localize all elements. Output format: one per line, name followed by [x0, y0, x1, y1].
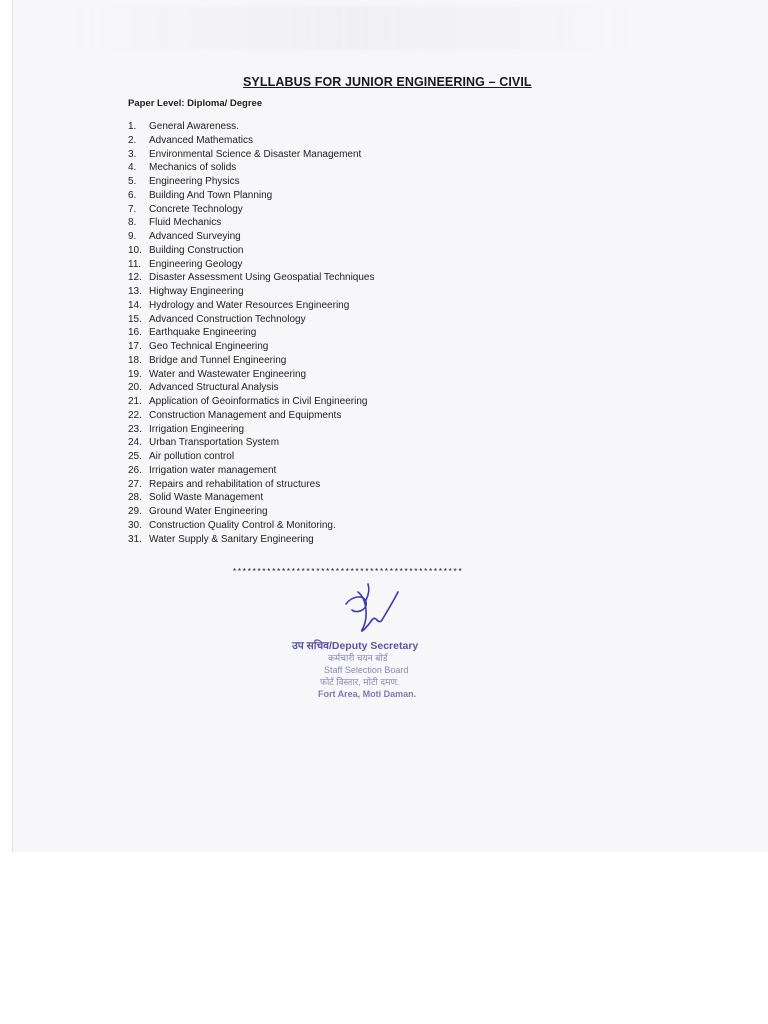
topic-text: Advanced Mathematics [149, 134, 253, 146]
topic-text: Advanced Surveying [149, 231, 241, 242]
topic-item [128, 436, 374, 450]
document-title: SYLLABUS FOR JUNIOR ENGINEERING – CIVIL [243, 75, 532, 89]
topic-text: Application of Geoinformatics in Civil Engineering [149, 396, 368, 407]
topic-text: Advanced Structural Analysis [149, 382, 279, 394]
topic-text: Water and Wastewater Engineering [149, 368, 307, 380]
topic-text: Water Supply & Sanitary Engineering [149, 533, 314, 545]
topic-item [128, 216, 374, 230]
topic-text: Fluid Mechanics [149, 217, 222, 229]
topic-item [128, 326, 374, 340]
topic-text: Bridge and Tunnel Engineering [149, 354, 287, 366]
topic-number: 1. [128, 121, 137, 132]
stamp-address-hindi: फोर्ट विस्तार, मोटी दमण. [320, 677, 400, 687]
stamp-designation: उप सचिव/Deputy Secretary [292, 640, 419, 652]
topic-item [128, 533, 374, 547]
stamp-address-english: Fort Area, Moti Daman. [318, 689, 417, 699]
topic-number: 13. [128, 286, 142, 297]
topic-number: 15. [128, 313, 142, 325]
topic-item [128, 244, 374, 258]
topic-item [128, 203, 374, 217]
topic-number: 8. [128, 217, 137, 229]
topic-number: 27. [128, 478, 142, 490]
topic-list [128, 120, 374, 546]
topic-text: Disaster Assessment Using Geospatial Techniques [149, 272, 375, 284]
topic-text: General Awareness. [149, 121, 239, 132]
topic-number: 16. [128, 327, 142, 339]
topic-number: 21. [128, 396, 142, 407]
topic-item [128, 134, 374, 148]
topic-item [128, 368, 374, 382]
signature [338, 580, 408, 642]
separator-line: *********************************************** [232, 567, 463, 577]
topic-text: Mechanics of solids [149, 162, 237, 174]
topic-text: Geo Technical Engineering [149, 341, 269, 352]
topic-number: 4. [128, 162, 137, 174]
topic-item [128, 189, 374, 203]
topic-item [128, 230, 374, 244]
topic-item [128, 313, 374, 327]
topic-item [128, 395, 374, 409]
topic-item [128, 175, 374, 189]
topic-item [128, 519, 374, 533]
topic-text: Hydrology and Water Resources Engineering [149, 299, 350, 311]
topic-text: Engineering Physics [149, 176, 240, 187]
topic-number: 24. [128, 437, 142, 449]
topic-number: 28. [128, 492, 142, 504]
topic-item [128, 409, 374, 423]
paper-level: Paper Level: Diploma/ Degree [128, 98, 263, 109]
topic-number: 2. [128, 134, 137, 146]
topic-text: Irrigation Engineering [149, 423, 245, 435]
topic-text: Building And Town Planning [149, 189, 273, 201]
topic-text: Solid Waste Management [149, 492, 264, 504]
topic-number: 30. [128, 519, 142, 531]
official-stamp [292, 640, 512, 700]
topic-item [128, 505, 374, 519]
topic-number: 31. [128, 533, 142, 545]
topic-number: 17. [128, 341, 142, 352]
topic-item [128, 285, 374, 299]
topic-number: 11. [128, 258, 142, 270]
topic-text: Advanced Construction Technology [149, 313, 306, 325]
topic-item [128, 478, 374, 492]
topic-number: 7. [128, 203, 137, 215]
topic-number: 23. [128, 423, 142, 435]
topic-text: Irrigation water management [149, 464, 277, 476]
topic-number: 22. [128, 409, 142, 421]
topic-number: 26. [128, 464, 142, 476]
topic-item [128, 423, 374, 437]
topic-text: Building Construction [149, 244, 244, 256]
topic-text: Ground Water Engineering [149, 506, 268, 517]
topic-item [128, 258, 374, 272]
topic-number: 18. [128, 354, 142, 366]
topic-text: Environmental Science & Disaster Management [149, 148, 362, 160]
topic-text: Urban Transportation System [149, 437, 280, 449]
topic-text: Engineering Geology [149, 258, 243, 270]
topic-item [128, 464, 374, 478]
topic-number: 20. [128, 382, 142, 394]
topic-text: Construction Quality Control & Monitoring. [149, 519, 336, 531]
stamp-board-hindi: कर्मचारी चयन बोर्ड [328, 653, 388, 663]
topic-number: 5. [128, 176, 137, 187]
topic-item [128, 491, 374, 505]
stamp-board-english: Staff Selection Board [324, 665, 409, 675]
topic-number: 29. [128, 506, 142, 517]
topic-number: 12. [128, 272, 142, 284]
topic-number: 14. [128, 299, 142, 311]
topic-text: Construction Management and Equipments [149, 409, 342, 421]
topic-item [128, 161, 374, 175]
topic-number: 10. [128, 244, 142, 256]
topic-text: Concrete Technology [149, 203, 243, 215]
scanned-sheet [12, 0, 768, 852]
topic-item [128, 340, 374, 354]
topic-text: Earthquake Engineering [149, 327, 257, 339]
topic-item [128, 450, 374, 464]
topic-number: 6. [128, 189, 137, 201]
topic-number: 25. [128, 451, 142, 462]
topic-text: Highway Engineering [149, 286, 244, 297]
topic-number: 9. [128, 231, 137, 242]
topic-item [128, 271, 374, 285]
topic-item [128, 354, 374, 368]
topic-text: Repairs and rehabilitation of structures [149, 478, 321, 490]
topic-item [128, 148, 374, 162]
topic-number: 3. [128, 148, 137, 160]
topic-item [128, 120, 374, 134]
signature-stroke [366, 584, 369, 600]
topic-item [128, 299, 374, 313]
scan-artifact [73, 6, 633, 50]
topic-text: Air pollution control [149, 451, 235, 462]
topic-item [128, 381, 374, 395]
topic-number: 19. [128, 368, 142, 380]
